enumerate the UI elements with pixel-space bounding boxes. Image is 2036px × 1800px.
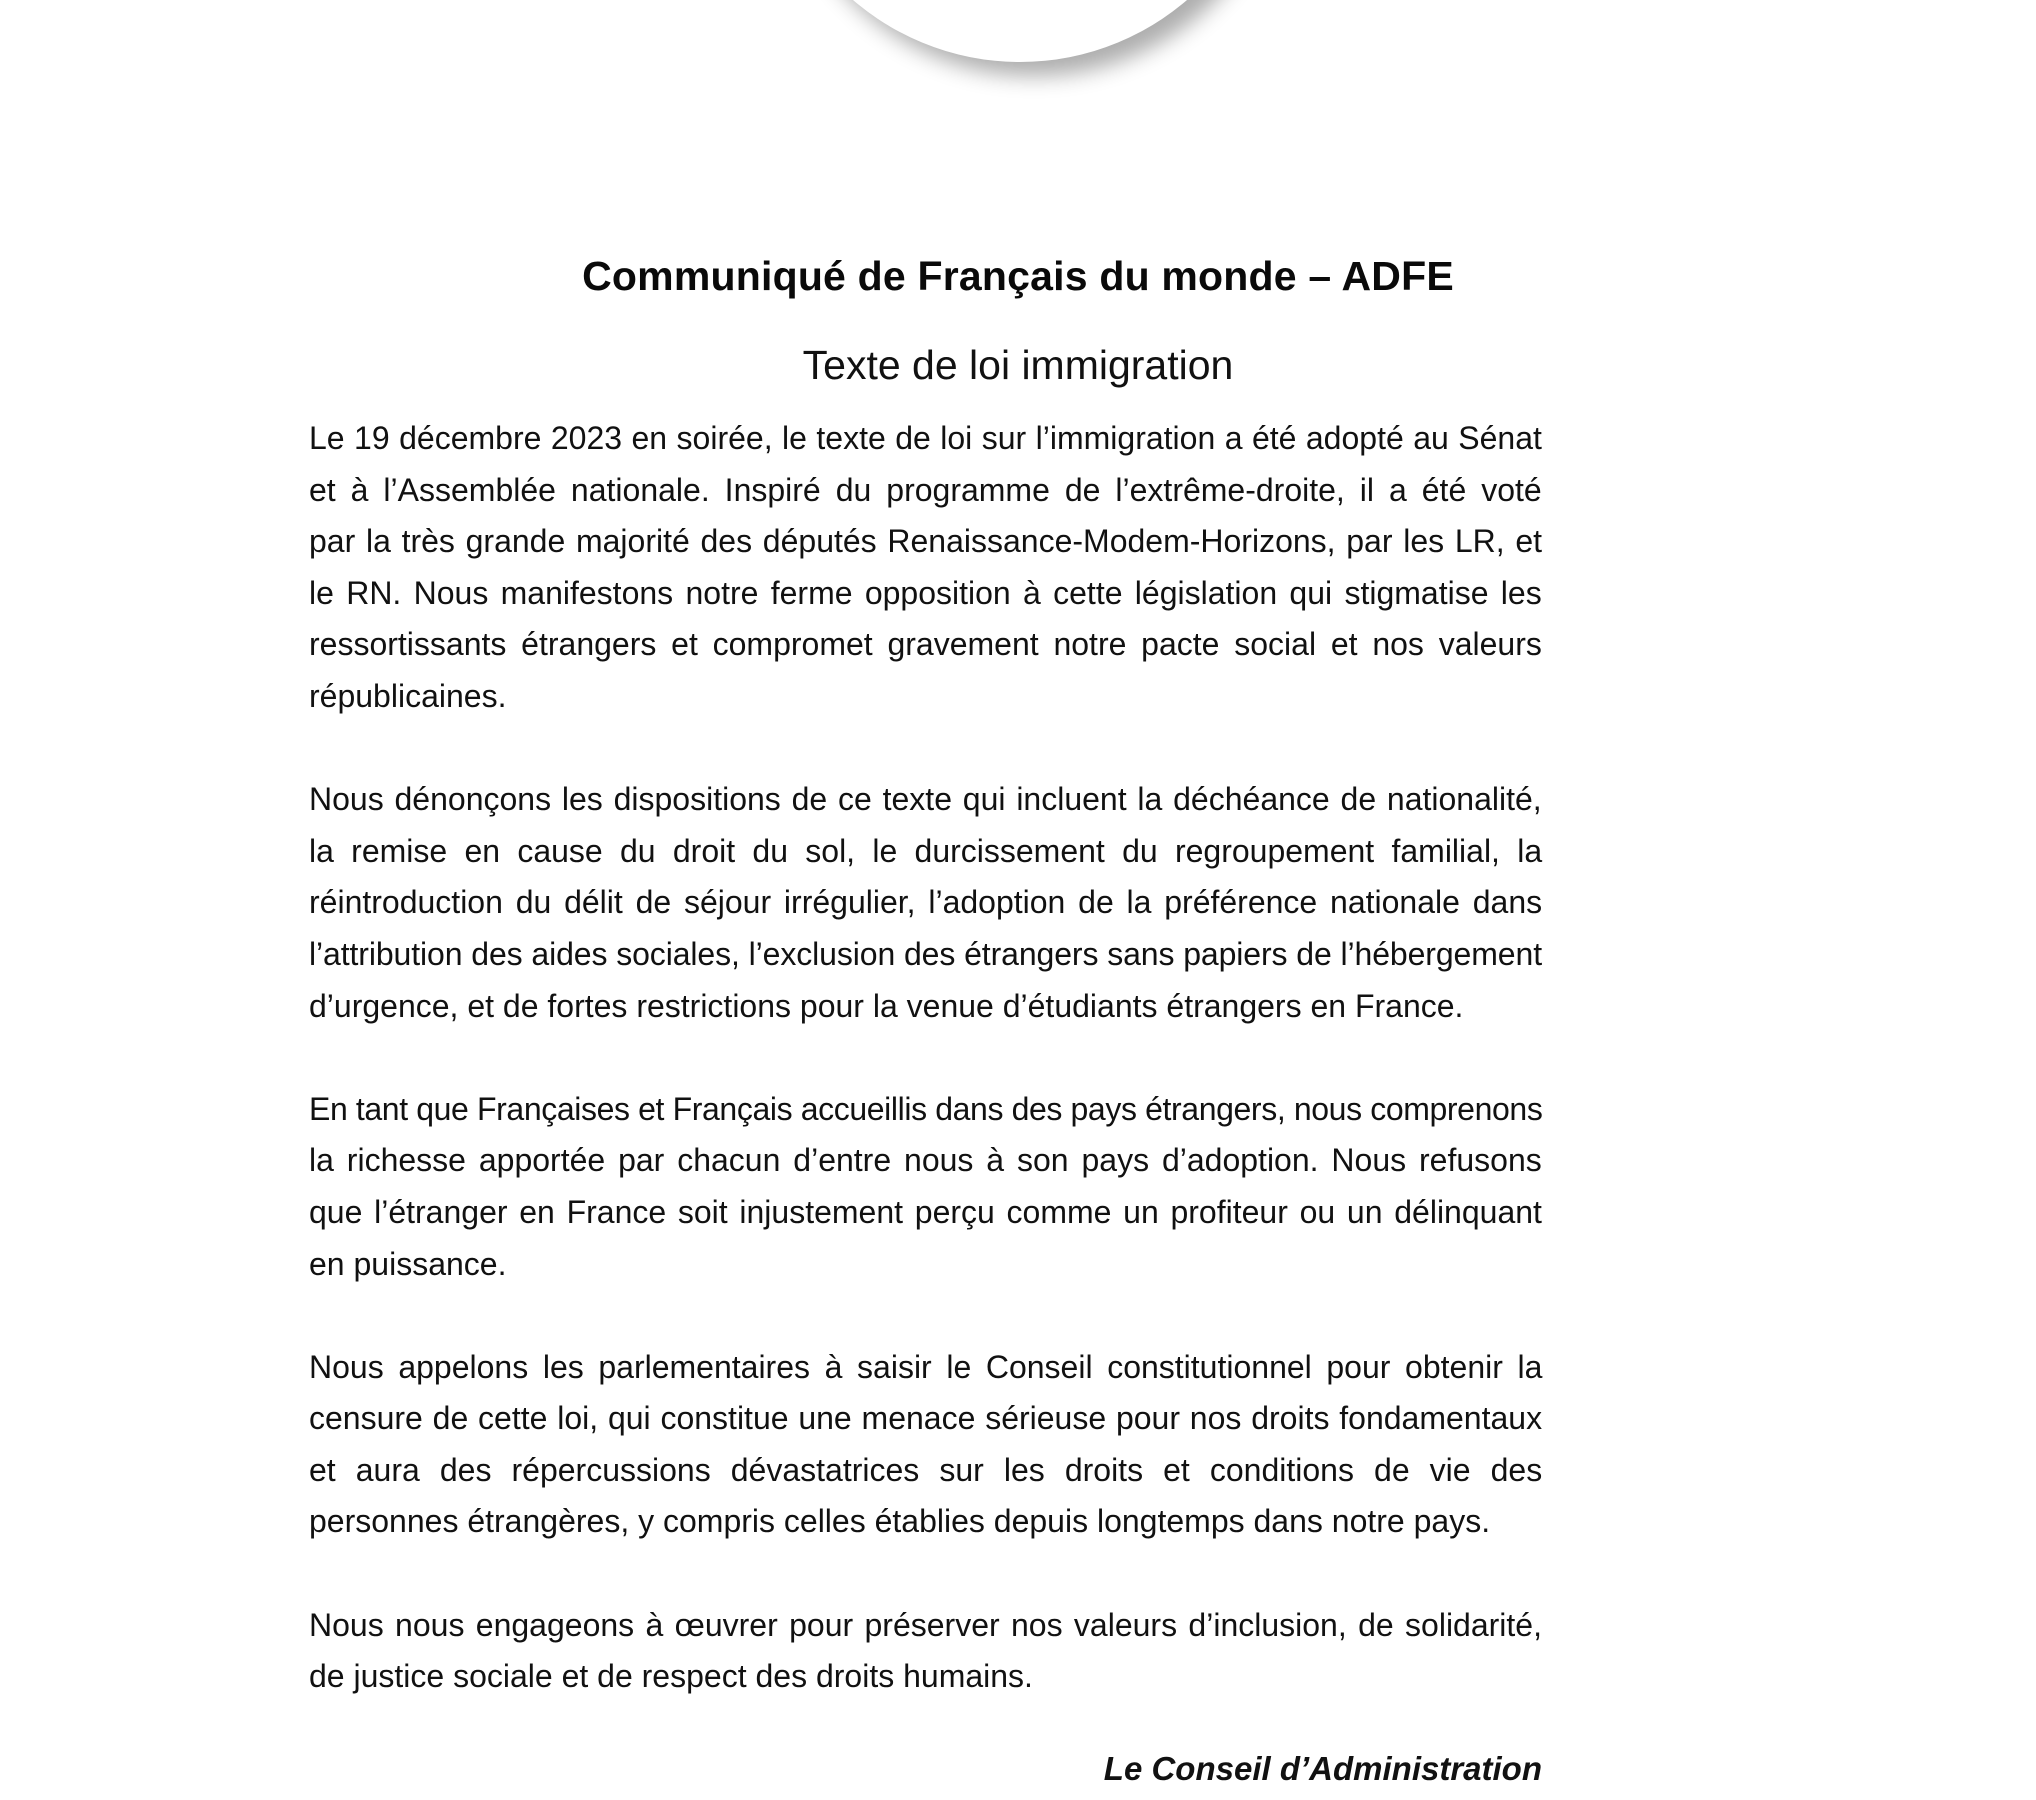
document-title: Communiqué de Français du monde – ADFE — [582, 253, 1454, 300]
paragraph-1 — [309, 413, 1542, 723]
document-subtitle: Texte de loi immigration — [802, 342, 1234, 389]
paragraph-5 — [309, 1600, 1542, 1703]
logo-circle-icon — [764, 0, 1276, 62]
text-line: En tant que Françaises et Français accueillis dans des pays étrangers, nous comprenons — [309, 1090, 1543, 1127]
text-line: Le 19 décembre 2023 en soirée, le texte de loi sur l’immigration a été adopté au Sénat — [309, 420, 1542, 456]
text-line: de justice sociale et de respect des droits humains. — [309, 1658, 1033, 1695]
signature: Le Conseil d’Administration — [1103, 1750, 1542, 1787]
text-line: ressortissants étrangers et compromet gravement notre pacte social et nos valeurs — [309, 626, 1542, 663]
text-line: la remise en cause du droit du sol, le durcissement du regroupement familial, la — [309, 832, 1543, 869]
text-line: que l’étranger en France soit injustement perçu comme un profiteur ou un délinquant — [309, 1193, 1542, 1230]
text-line: Nous dénonçons les dispositions de ce texte qui incluent la déchéance de nationalité, — [309, 781, 1542, 818]
paragraph-4 — [309, 1342, 1542, 1548]
text-line: républicaines. — [309, 677, 507, 714]
paragraph-2 — [309, 774, 1542, 1032]
text-line: Nous nous engageons à œuvrer pour préserver nos valeurs d’inclusion, de solidarité, — [309, 1606, 1542, 1643]
text-line: le RN. Nous manifestons notre ferme opposition à cette législation qui stigmatise les — [309, 574, 1542, 611]
paragraph-3 — [309, 1084, 1542, 1290]
text-line: réintroduction du délit de séjour irrégulier, l’adoption de la préférence nationale dans — [309, 884, 1543, 921]
text-line: et à l’Assemblée nationale. Inspiré du programme de l’extrême-droite, il a été voté — [309, 471, 1542, 508]
text-line: Nous appelons les parlementaires à saisir le Conseil constitutionnel pour obtenir la — [309, 1348, 1543, 1385]
text-line: la richesse apportée par chacun d’entre nous à son pays d’adoption. Nous refusons — [309, 1142, 1542, 1179]
text-line: personnes étrangères, y compris celles établies depuis longtemps dans notre pays. — [309, 1503, 1491, 1540]
document-body — [309, 413, 1542, 1754]
text-line: et aura des répercussions dévastatrices sur les droits et conditions de vie des — [309, 1451, 1543, 1488]
text-line: par la très grande majorité des députés Renaissance-Modem-Horizons, par les LR, et — [309, 523, 1543, 560]
text-line: d’urgence, et de fortes restrictions pour la venue d’étudiants étrangers en France. — [309, 987, 1464, 1024]
text-line: censure de cette loi, qui constitue une menace sérieuse pour nos droits fondamentaux — [309, 1400, 1543, 1437]
text-line: en puissance. — [309, 1245, 507, 1282]
text-line: l’attribution des aides sociales, l’exclusion des étrangers sans papiers de l’hébergement — [309, 935, 1542, 972]
